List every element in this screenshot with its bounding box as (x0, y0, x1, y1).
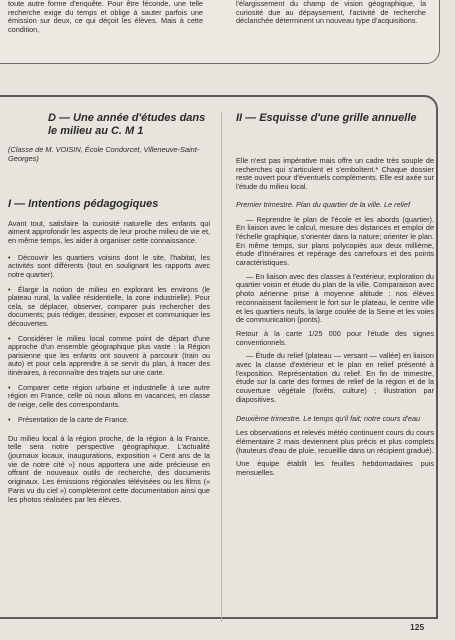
section-d-title: D — Une année d'études dans le milieu au C. M 1 (48, 112, 206, 137)
term2-heading: Deuxième trimestre. Le temps qu'il fait; notre cours d'eau (236, 413, 421, 423)
class-byline: (Classe de M. VOISIN, École Condorcet, Villeneuve-Saint-Georges) (8, 145, 200, 163)
top-left-text: toute autre forme d'enquête. Pour être féconde, une telle recherche exige du temps et oblige à sauter parfois une émission sur deux, ce qui déçoit les élèves. Mais à cette condition, (8, 0, 203, 35)
bullet-item: • Considérer le milieu local comme point de départ d'une approche d'un ensemble géographique plus vaste : la Région parisienne que les enfants ont souvent à parcourir (train ou auto) et pour cela apprendre à se servir du plan, à tracer des itinéraires, à reconnaître des trajets sur une carte. (8, 334, 210, 377)
right-column (236, 112, 434, 478)
term2-item: Les observations et relevés météo continuent cours du cours élémentaire 2 mais deviennent plus précis et plus complets (hauteurs d'eau de pluie, recueillie dans un récipient gradué). (236, 428, 434, 455)
intentions-heading: I — Intentions pédagogiques (8, 197, 159, 210)
bullet-item: • Élargir la notion de milieu en explorant les environs (le plateau rural, la vallée résidentielle, la zone industrielle). Pour cela, se déplacer, observer, comparer puis rechercher des documents; puis rédiger, dessiner, exposer et communiquer les découvertes. (8, 285, 210, 328)
top-right-text: l'élargissement du champ de vision géographique, la curiosité due au dépaysement, l'activité de recherche déclanchée déterminent un nouveau type d'acquisitions. (236, 0, 426, 26)
section-ii-title: II — Esquisse d'une grille annuelle (236, 112, 417, 124)
column-divider (221, 112, 222, 622)
bullet-item: • Découvrir les quartiers voisins dont le site, l'habitat, les activités sont différents (tout en soulignant les rapports avec notre quartier). (8, 253, 210, 279)
term1-heading: Premier trimestre. Plan du quartier de la ville. Le relief (236, 199, 410, 209)
term2-item: Une équipe établit les feuilles hebdomadaires puis mensuelles. (236, 459, 434, 478)
closing-paragraph: Du milieu local à la région proche, de la région à la France, telle sera notre perspective géographique. L'actualité (journaux locaux, inaugurations, exposition « Cent ans de la vie de notre cité ») nous apportera une aide précieuse en offrant de nouveaux outils de recherche, des documents originaux. Les émissions régionales télévisées ou les films (« Paris vu du ciel ») compléteront cette documentation ainsi que les photos réalisées par les élèves. (8, 433, 210, 504)
bullet-item: • Présentation de la carte de France. (8, 416, 129, 425)
term1-item: — Reprendre le plan de l'école et les abords (quartier). En liaison avec le calcul, mesure des distances et emploi de l'échelle graphique, s'orienter dans la nature; orienter le plan. En même temps, sur plans polycopiés aux deux millième, étude d'itinéraires et repérage des carrefours et des points caractéristiques. (236, 214, 434, 268)
bullet-item: • Comparer cette région urbaine et industrielle à une autre région en France, celle où nous allons en vacances, en classe de neige, celle des correspondants. (8, 383, 210, 409)
term1-item: Retour à la carte 1/25 000 pour l'étude des signes conventionnels. (236, 328, 434, 347)
term1-item: — Étude du relief (plateau — versant — vallée) en liaison avec la classe d'extérieur et le plan en relief présenté à l'exposition. Représentation du relief. En fin de trimestre, étude sur la carte des formes de relief de la région et de la couverture végétale (forêts, culture) ; illustration par diapositives. (236, 351, 434, 404)
grid-intro: Elle n'est pas impérative mais offre un cadre très souple de recherches qui s'articulent et s'emboîtent.* Chaque dossier reste ouvert pour d'éventuels compléments. Elle est axée sur l'étude du milieu local. (236, 156, 434, 192)
page-number: 125 (410, 622, 425, 632)
left-column (8, 112, 210, 504)
intro-paragraph: Avant tout, satisfaire la curiosité naturelle des enfants qui aiment approfondir les aspects de leur proche milieu de vie et, en même temps, les aider à organiser cette connaissance. (8, 218, 210, 245)
term1-item: — En liaison avec des classes à l'extérieur, exploration du quartier voisin et étude du plan de la ville. Comparaison avec photo aérienne prise à moyenne altitude : nos élèves reconnaissent facilement le fort sur le plateau, le centre ville et les quartiers neufs, la large coulée de la Seine et les voies de communication (ponts). (236, 271, 434, 325)
